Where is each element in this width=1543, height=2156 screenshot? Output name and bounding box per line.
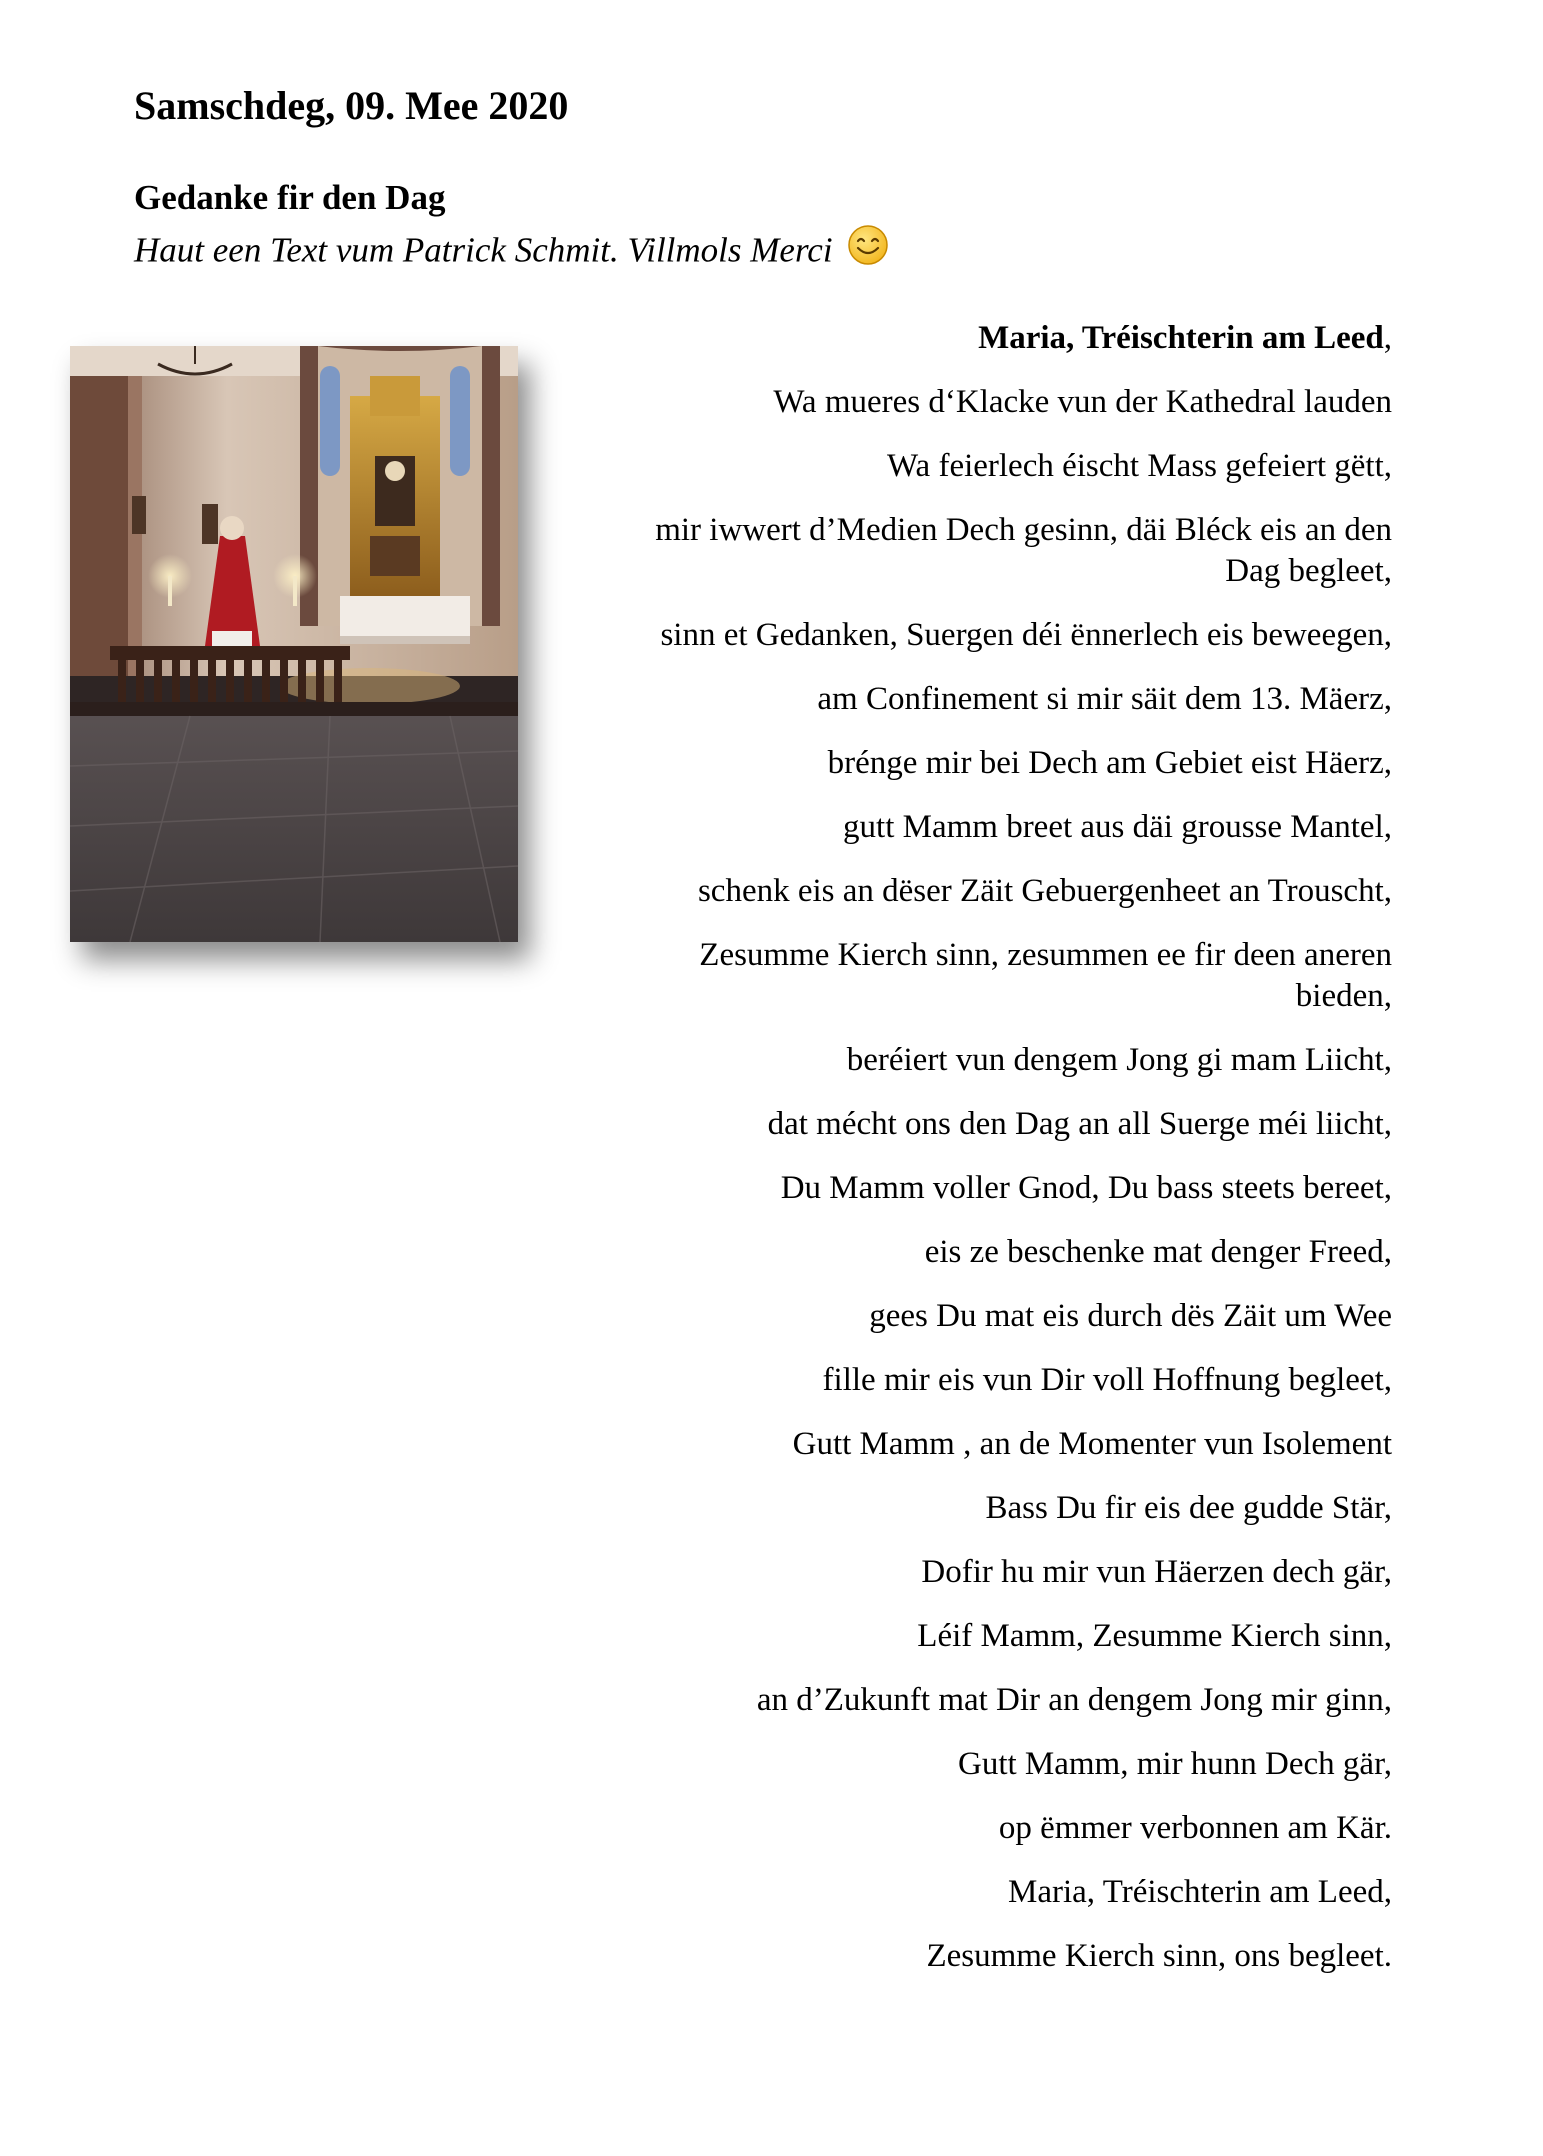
poem-line: sinn et Gedanken, Suergen déi ënnerlech eis beweegen, <box>660 617 1392 653</box>
poem <box>600 318 1392 2000</box>
poem-line: Dofir hu mir vun Häerzen dech gär, <box>921 1554 1392 1590</box>
poem-line: an d’Zukunft mat Dir an dengem Jong mir ginn, <box>756 1682 1392 1718</box>
poem-line: gutt Mamm breet aus däi grousse Mantel, <box>843 809 1392 845</box>
poem-line: Maria, Tréischterin am Leed, <box>1008 1874 1392 1910</box>
poem-line: fille mir eis vun Dir voll Hoffnung begleet, <box>822 1362 1392 1398</box>
poem-line: beréiert vun dengem Jong gi mam Liicht, <box>846 1042 1392 1078</box>
poem-line: Zesumme Kierch sinn, ons begleet. <box>926 1938 1392 1974</box>
poem-line: mir iwwert d’Medien Dech gesinn, däi Bléck eis an den Dag begleet, <box>655 512 1392 589</box>
subtitle-text: Haut een Text vum Patrick Schmit. Villmols Merci <box>134 230 833 270</box>
poem-line: Bass Du fir eis dee gudde Stär, <box>985 1490 1392 1526</box>
section-title: Gedanke fir den Dag <box>134 178 446 217</box>
poem-first-line <box>600 318 1392 359</box>
poem-line: dat mécht ons den Dag an all Suerge méi liicht, <box>767 1106 1392 1142</box>
poem-line: brénge mir bei Dech am Gebiet eist Häerz, <box>827 745 1392 781</box>
poem-line: Léif Mamm, Zesumme Kierch sinn, <box>917 1618 1392 1654</box>
poem-line: am Confinement si mir säit dem 13. Mäerz, <box>817 681 1392 717</box>
poem-first-line-bold: Maria, Tréischterin am Leed <box>978 320 1384 356</box>
poem-line: Gutt Mamm , an de Momenter vun Isolement <box>792 1426 1392 1462</box>
poem-line: Wa feierlech éischt Mass gefeiert gëtt, <box>887 448 1392 484</box>
poem-line: gees Du mat eis durch dës Zäit um Wee <box>869 1298 1392 1334</box>
poem-first-line-comma: , <box>1383 320 1392 356</box>
poem-line: schenk eis an dëser Zäit Gebuergenheet an Trouscht, <box>697 873 1392 909</box>
date-heading: Samschdeg, 09. Mee 2020 <box>134 83 569 128</box>
subtitle <box>134 228 889 279</box>
poem-line: Wa mueres d‘Klacke vun der Kathedral lauden <box>773 384 1392 420</box>
poem-line: Gutt Mamm, mir hunn Dech gär, <box>957 1746 1392 1782</box>
poem-line: eis ze beschenke mat denger Freed, <box>924 1234 1392 1270</box>
poem-line: op ëmmer verbonnen am Kär. <box>998 1810 1392 1846</box>
poem-line: Du Mamm voller Gnod, Du bass steets bereet, <box>780 1170 1392 1206</box>
smiley-icon <box>847 224 889 275</box>
poem-line: Zesumme Kierch sinn, zesummen ee fir deen aneren bieden, <box>699 937 1392 1014</box>
church-interior-photo <box>70 346 518 942</box>
